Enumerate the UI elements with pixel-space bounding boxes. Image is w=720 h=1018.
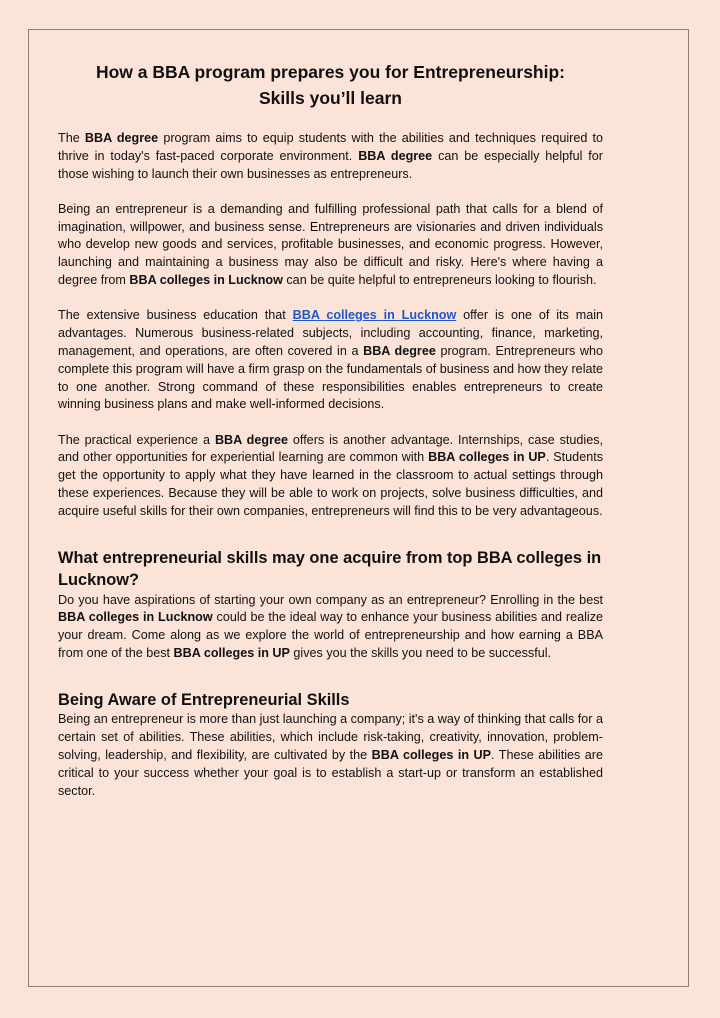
text: offers is another advantage. Internships, case studies, and other opportunities for experiential learning are common with [58, 432, 603, 465]
text: . Students get the opportunity to apply what they have learned in the classroom to actual settings through these experiences. Because they will be able to work on projects, solve business difficulties, and acquire useful skills for their own companies, entrepreneurs will find this to be very advantageous. [58, 450, 603, 518]
text: The [58, 131, 85, 145]
text: Being an entrepreneur is more than just launching a company; it's a way of thinking that calls for a certain set of abilities. These abilities, which include risk-taking, creativity, innovation, problem-solving, leadership, and flexibility, are cultivated by the [58, 712, 603, 762]
text: can be especially helpful for those wishing to launch their own businesses as entrepreneurs. [58, 148, 603, 181]
text: The extensive business education that [58, 308, 293, 323]
bold-text: BBA degree [363, 343, 436, 358]
section-heading-aware: Being Aware of Entrepreneurial Skills [58, 690, 350, 709]
text: gives you the skills you need to be successful. [289, 646, 552, 661]
bold-text: BBA degree [84, 131, 159, 145]
text: Being an entrepreneur is a demanding and fulfilling professional path that calls for a blend of imagination, willpower, and business sense. Entrepreneurs are visionaries and driven individuals who develop new goods and services, profitable businesses, and economic progress. However, launching and maintaining a business may also be difficult and risky. Here's where having a degree from [58, 201, 603, 288]
bold-text: BBA degree [214, 432, 288, 447]
title-line-1: How a BBA program prepares you for Entrepreneurship: [95, 62, 565, 82]
text: Do you have aspirations of starting your own company as an entrepreneur? Enrolling in the best [58, 592, 603, 607]
text: . These abilities are critical to your success whether your goal is to establish a start-up or transform an established sector. [58, 747, 603, 798]
paragraph-education [58, 307, 603, 414]
text: could be the ideal way to enhance your business abilities and realize your dream. Come along as we explore the world of entrepreneurship and how earning a BBA from one of the best [58, 610, 603, 661]
bold-text: BBA colleges in UP [371, 747, 492, 762]
bold-text: BBA colleges in UP [173, 646, 290, 661]
text: offer is one of its main advantages. Numerous business-related subjects, including accounting, finance, marketing, management, and operations, are often covered in a [58, 308, 604, 358]
title-line-2: Skills you’ll learn [259, 88, 402, 108]
text: program. Entrepreneurs who complete this program will have a firm grasp on the fundamentals of business and how they relate to one another. Strong command of these responsibilities enables entrepreneurs to create winning business plans and make well-informed decisions. [58, 343, 603, 412]
paragraph-abilities [58, 711, 603, 800]
paragraph-intro [58, 130, 603, 183]
paragraph-entrepreneur [58, 201, 603, 290]
text: program aims to equip students with the abilities and techniques required to thrive in today's fast-paced corporate environment. [58, 131, 604, 163]
page-title [58, 59, 603, 111]
bold-text: BBA degree [358, 148, 433, 163]
bold-text: BBA colleges in Lucknow [58, 610, 213, 625]
section-heading-skills: What entrepreneurial skills may one acquire from top BBA colleges in Lucknow? [58, 548, 602, 590]
bba-colleges-lucknow-link[interactable]: BBA colleges in Lucknow [292, 308, 457, 323]
paragraph-aspirations [58, 592, 603, 663]
bold-text: BBA colleges in Lucknow [129, 273, 283, 288]
bold-text: BBA colleges in UP [428, 450, 546, 465]
text: The practical experience a [58, 432, 215, 447]
text: can be quite helpful to entrepreneurs looking to flourish. [282, 273, 597, 288]
document-content [58, 59, 603, 818]
paragraph-practical [58, 432, 603, 521]
